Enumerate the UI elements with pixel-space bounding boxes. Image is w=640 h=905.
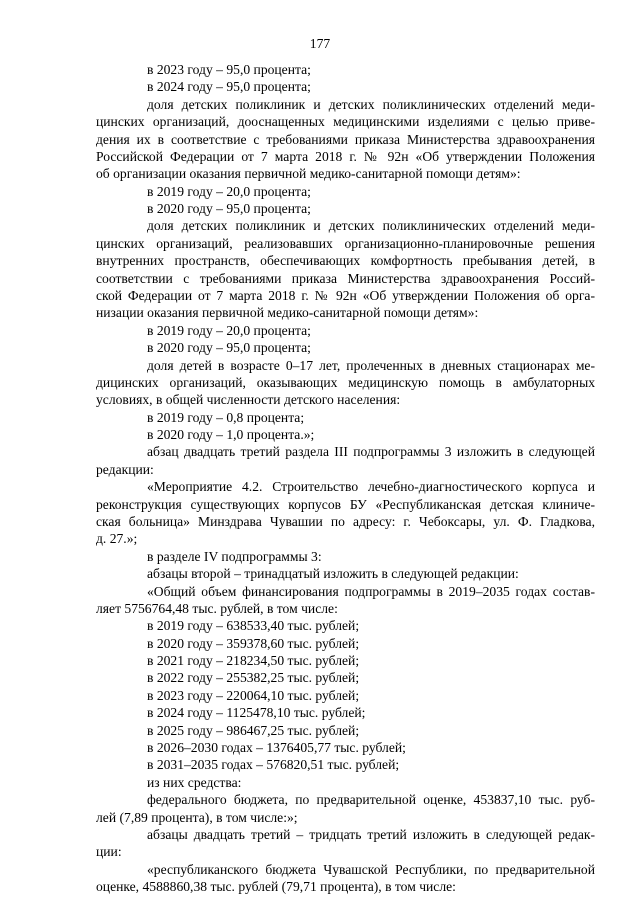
page-number: 177 <box>309 36 331 51</box>
text-line: соответствии с требованиями приказа Министерства здравоохранения Россий- <box>96 270 595 286</box>
text-line: Российской Федерации от 7 марта 2018 г. № 92н «Об утверждении Положения <box>96 148 595 164</box>
text-line: ляет 5756764,48 тыс. рублей, в том числе: <box>96 600 338 616</box>
text-line: «республиканского бюджета Чувашской Республики, по предварительной <box>147 861 595 877</box>
text-line: внутренних пространств, обеспечивающих комфортность пребывания детей, в <box>96 253 595 269</box>
text-line: абзацы двадцать третий – тридцать третий изложить в следующей редак- <box>147 826 595 842</box>
text-line: в 2020 году – 1,0 процента.»; <box>147 427 315 442</box>
text-line: ской Федерации от 7 марта 2018 г. № 92н «Об утверждении Положения об орга- <box>96 288 595 303</box>
text-line: в 2022 году – 255382,25 тыс. рублей; <box>147 670 360 686</box>
text-line: в 2020 году – 95,0 процента; <box>147 201 311 217</box>
text-line: в 2021 году – 218234,50 тыс. рублей; <box>147 653 360 668</box>
text-line: абзац двадцать третий раздела III подпрограммы 3 изложить в следующей <box>147 444 595 460</box>
text-line: д. 27.»; <box>96 531 138 547</box>
text-line: доля детских поликлиник и детских поликлинических отделений меди- <box>147 96 595 112</box>
text-line: об организации оказания первичной медико-санитарной помощи детям»: <box>96 166 521 182</box>
text-line: в 2031–2035 годах – 576820,51 тыс. рублей; <box>147 757 400 773</box>
text-line: ции: <box>96 844 122 860</box>
text-line: в 2019 году – 638533,40 тыс. рублей; <box>147 618 360 634</box>
text-line: в 2019 году – 0,8 процента; <box>147 409 305 425</box>
text-line: оценке, 4588860,38 тыс. рублей (79,71 процента), в том числе: <box>96 879 456 894</box>
text-line: «Мероприятие 4.2. Строительство лечебно-диагностического корпуса и <box>147 479 595 495</box>
text-line: абзацы второй – тринадцатый изложить в следующей редакции: <box>147 566 519 582</box>
text-line: в 2020 году – 359378,60 тыс. рублей; <box>147 635 360 651</box>
text-line: условиях, в общей численности детского населения: <box>96 392 401 408</box>
text-line: федерального бюджета, по предварительной оценке, 453837,10 тыс. руб- <box>147 792 595 808</box>
text-line: в 2023 году – 95,0 процента; <box>147 62 311 77</box>
text-line: редакции: <box>96 461 154 477</box>
text-line: цинских организаций, дооснащенных медицинскими изделиями с целью приве- <box>96 114 595 130</box>
text-line: реконструкция существующих корпусов БУ «Республиканская детская клиниче- <box>96 496 595 512</box>
text-line: в 2020 году – 95,0 процента; <box>147 340 311 356</box>
text-line: лей (7,89 процента), в том числе:»; <box>96 809 298 825</box>
text-line: в 2025 году – 986467,25 тыс. рублей; <box>147 722 360 738</box>
text-line: низации оказания первичной медико-санитарной помощи детям»: <box>96 305 479 321</box>
text-line: в 2019 году – 20,0 процента; <box>147 183 311 199</box>
text-line: в 2024 году – 95,0 процента; <box>147 79 311 95</box>
text-line: дения их в соответствие с требованиями приказа Министерства здравоохранения <box>96 131 595 147</box>
text-line: цинских организаций, реализовавших организационно-планировочные решения <box>96 235 595 251</box>
text-line: доля детей в возрасте 0–17 лет, пролеченных в дневных стационарах ме- <box>147 357 595 373</box>
text-line: в 2019 году – 20,0 процента; <box>147 322 311 338</box>
text-line: дицинских организаций, оказывающих медицинскую помощь в амбулаторных <box>96 374 595 390</box>
text-line: в 2024 году – 1125478,10 тыс. рублей; <box>147 705 366 721</box>
text-line: в разделе IV подпрограммы 3: <box>147 548 322 564</box>
text-line: в 2026–2030 годах – 1376405,77 тыс. рублей; <box>147 739 406 755</box>
text-line: «Общий объем финансирования подпрограммы в 2019–2035 годах состав- <box>147 583 595 599</box>
text-line: доля детских поликлиник и детских поликлинических отделений меди- <box>147 218 595 234</box>
text-line: ская больница» Минздрава Чувашии по адресу: г. Чебоксары, ул. Ф. Гладкова, <box>96 514 595 529</box>
text-line: в 2023 году – 220064,10 тыс. рублей; <box>147 687 360 703</box>
text-line: из них средства: <box>147 774 242 790</box>
